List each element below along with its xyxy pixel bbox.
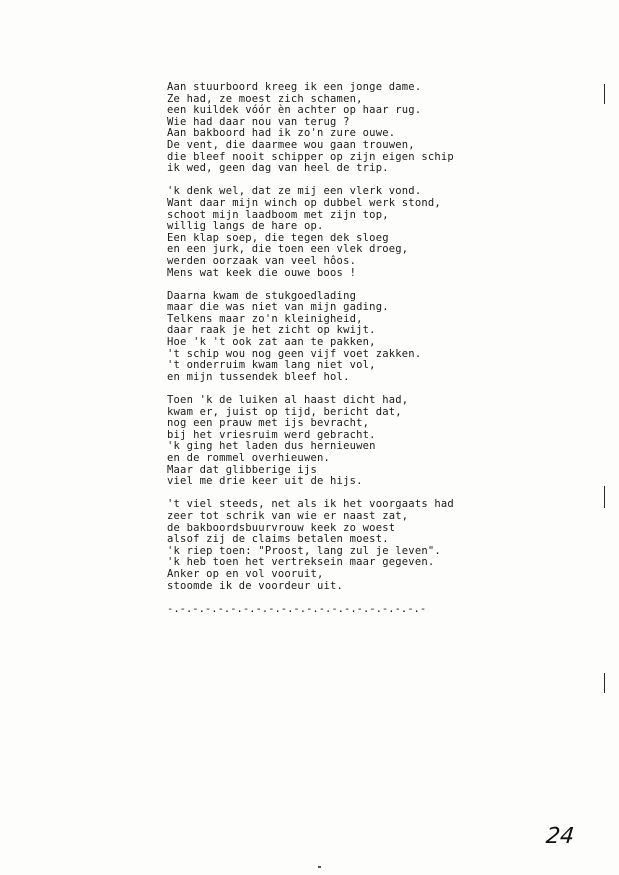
poem-line: Wie had daar nou van terug ? (167, 115, 350, 128)
stanza-2 (167, 186, 497, 279)
poem-line: De vent, die daarmee wou gaan trouwen, (167, 138, 415, 151)
poem-line: willig langs de hare op. (167, 220, 324, 233)
stanza-1 (167, 82, 497, 175)
poem-line: Mens wat keek die ouwe boos ! (167, 266, 357, 279)
poem-line: maar die was niet van mijn gading. (167, 301, 389, 314)
poem-line: alsof zij de claims betalen moest. (167, 533, 389, 546)
poem-line: viel me drie keer uit de hijs. (167, 475, 363, 488)
poem-line: een kuildek vóór èn achter op haar rug. (167, 104, 422, 117)
section-divider: -.-.-.-.-.-.-.-.-.-.-.-.-.-.-.-.-.-.-.-.- (167, 602, 427, 615)
poem-line: Aan bakboord had ik zo'n zure ouwe. (167, 127, 396, 140)
poem-line: Want daar mijn winch op dubbel werk stond, (167, 196, 441, 209)
poem-line: Een klap soep, die tegen dek sloeg (167, 231, 389, 244)
poem-line: schoot mijn laadboom met zijn top, (167, 208, 389, 221)
stanza-3 (167, 291, 497, 384)
poem-line: bij het vriesruim werd gebracht. (167, 428, 376, 441)
poem-line: Ze had, ze moest zich schamen, (167, 92, 363, 105)
poem-line: Anker op en vol vooruit, (167, 567, 324, 580)
poem-line: 't onderruim kwam lang niet vol, (167, 359, 376, 372)
poem-line: Telkens maar zo'n kleinigheid, (167, 312, 363, 325)
poem-line: kwam er, juist op tijd, bericht dat, (167, 405, 402, 418)
stanza-4 (167, 395, 497, 488)
poem-line: de bakboordsbuurvrouw keek zo woest (167, 521, 396, 534)
poem-line: stoomde ik de voordeur uit. (167, 579, 344, 592)
page-number: 24 (544, 824, 576, 849)
poem-line: en een jurk, die toen een vlek droeg, (167, 243, 409, 256)
poem-line: 'k heb toen het vertreksein maar gegeven. (167, 556, 435, 569)
poem-line: ik wed, geen dag van heel de trip. (167, 162, 389, 175)
poem-line: Toen 'k de luiken al haast dicht had, (167, 394, 409, 407)
poem-line: 'k ging het laden dus hernieuwen (167, 440, 376, 453)
poem-line: zeer tot schrik van wie er naast zat, (167, 509, 409, 522)
poem-line: Hoe 'k 't ook zat aan te pakken, (167, 336, 376, 349)
stanza-5 (167, 499, 497, 592)
poem-line: en mijn tussendek bleef hol. (167, 370, 350, 383)
poem-line: Maar dat glibberige ijs (167, 463, 317, 476)
poem-line: 'k denk wel, dat ze mij een vlerk vond. (167, 185, 422, 198)
poem-line: werden oorzaak van veel hôos. (167, 254, 357, 267)
poem-line: Daarna kwam de stukgoedlading (167, 289, 357, 302)
poem-line: die bleef nooit schipper op zijn eigen schip (167, 150, 454, 163)
poem-line: 'k riep toen: "Proost, lang zul je leven". (167, 544, 441, 557)
poem-text (167, 82, 497, 615)
poem-line: nog een prauw met ijs bevracht, (167, 417, 370, 430)
scan-speck (318, 866, 321, 868)
scan-edge-mark (604, 486, 605, 508)
poem-line: en de rommel overhieuwen. (167, 452, 331, 464)
scan-edge-mark (604, 84, 605, 104)
poem-line: Aan stuurboord kreeg ik een jonge dame. (167, 81, 422, 93)
poem-line: daar raak je het zicht op kwijt. (167, 324, 376, 337)
scan-edge-mark (604, 673, 605, 693)
poem-line: 't schip wou nog geen vijf voet zakken. (167, 347, 422, 360)
poem-line: 't viel steeds, net als ik het voorgaats had (167, 498, 454, 511)
